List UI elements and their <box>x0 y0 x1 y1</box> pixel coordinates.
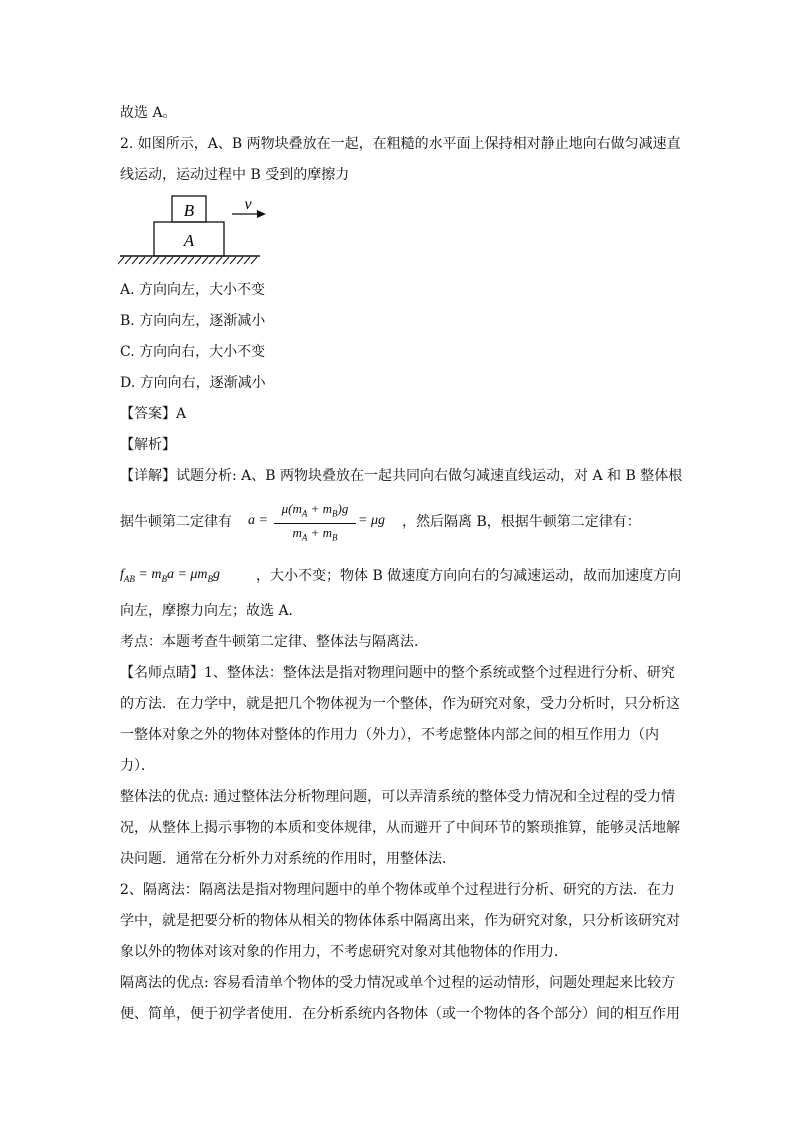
block-a-label: A <box>183 231 195 250</box>
formula-a-rhs: = μg <box>358 513 385 528</box>
tip-line-5: 整体法的优点: 通过整体法分析物理问题，可以弄清系统的整体受力情况和全过程的受力情 <box>120 789 676 805</box>
tip-line-6: 况，从整体上揭示事物的本质和变体规律，从而避开了中间环节的繁琐推算，能够灵活地解 <box>120 820 680 836</box>
analysis-heading: 【解析】 <box>120 437 176 453</box>
tip-line-8: 2、隔离法：隔离法是指对物理问题中的单个物体或单个过程进行分析、研究的方法．在力 <box>120 882 675 898</box>
tip-line-3: 一整体对象之外的物体对整体的作用力（外力），不考虑整体内部之间的相互作用力（内 <box>120 727 659 743</box>
option-b: B. 方向向左，逐渐减小 <box>120 313 266 329</box>
detail-line-1: 【详解】试题分析: A、B 两物块叠放在一起共同向右做匀减速直线运动，对 A 和 B 整体根 <box>120 468 683 484</box>
tip-line-7: 决问题．通常在分析外力对系统的作用时，用整体法． <box>120 851 456 867</box>
ground-hatching <box>118 257 257 264</box>
tip-line-10: 象以外的物体对该对象的作用力，不考虑研究对象对其他物体的作用力． <box>120 944 568 960</box>
formula-a-lhs: a = <box>248 513 268 528</box>
fraction-bar <box>274 523 356 524</box>
option-c: C. 方向向右，大小不变 <box>120 344 266 360</box>
kaodian-line: 考点：本题考查牛顿第二定律、整体法与隔离法． <box>120 634 428 650</box>
block-b-label: B <box>183 201 195 220</box>
tip-line-11: 隔离法的优点: 容易看清单个物体的受力情况或单个过程的运动情形，问题处理起来比较方 <box>120 975 676 991</box>
text-line: 故选 A。 <box>120 105 177 121</box>
tip-line-9: 学中，就是把要分析的物体从相关的物体体系中隔离出来，作为研究对象，只分析该研究对 <box>120 913 680 929</box>
detail-line-3-suffix: ，大小不变；物体 B 做速度方向向右的匀减速运动，故而加速度方向 <box>256 568 682 584</box>
option-d: D. 方向向右，逐渐减小 <box>120 375 266 391</box>
detail-line-4: 向左，摩擦力向左；故选 A． <box>120 603 303 619</box>
question-2-line-2: 线运动，运动过程中 B 受到的摩擦力 <box>120 167 350 183</box>
tip-line-12: 便、简单，便于初学者使用．在分析系统内各物体（或一个物体的各个部分）间的相互作用 <box>120 1006 680 1022</box>
blocks-diagram <box>118 194 268 270</box>
option-a: A. 方向向左，大小不变 <box>120 282 266 298</box>
detail-line-2-suffix: ，然后隔离 B，根据牛顿第二定律有： <box>402 514 641 530</box>
tip-line-1: 【名师点睛】1、整体法：整体法是指对物理问题中的整个系统或整个过程进行分析、研究 <box>120 665 675 681</box>
formula-fraction <box>274 501 356 545</box>
answer-line: 【答案】A <box>120 406 187 422</box>
tip-line-4: 力）． <box>120 758 155 774</box>
fraction-denominator: $m_A + m_B$ <box>292 524 338 543</box>
velocity-label: v <box>244 196 252 213</box>
fraction-numerator: $\mu(m_A + m_B)g$ <box>281 501 349 519</box>
tip-line-2: 的方法．在力学中，就是把几个物体视为一个整体，作为研究对象，受力分析时，只分析这 <box>120 696 680 712</box>
detail-line-2-prefix: 据牛顿第二定律有 <box>120 514 232 530</box>
formula-friction: $f_{AB} = m_Ba = \mu m_Bg$ <box>120 567 221 584</box>
question-2-line-1: 2. 如图所示，A、B 两物块叠放在一起，在粗糙的水平面上保持相对静止地向右做匀减速直 <box>120 136 681 152</box>
velocity-arrow-head <box>257 210 266 218</box>
